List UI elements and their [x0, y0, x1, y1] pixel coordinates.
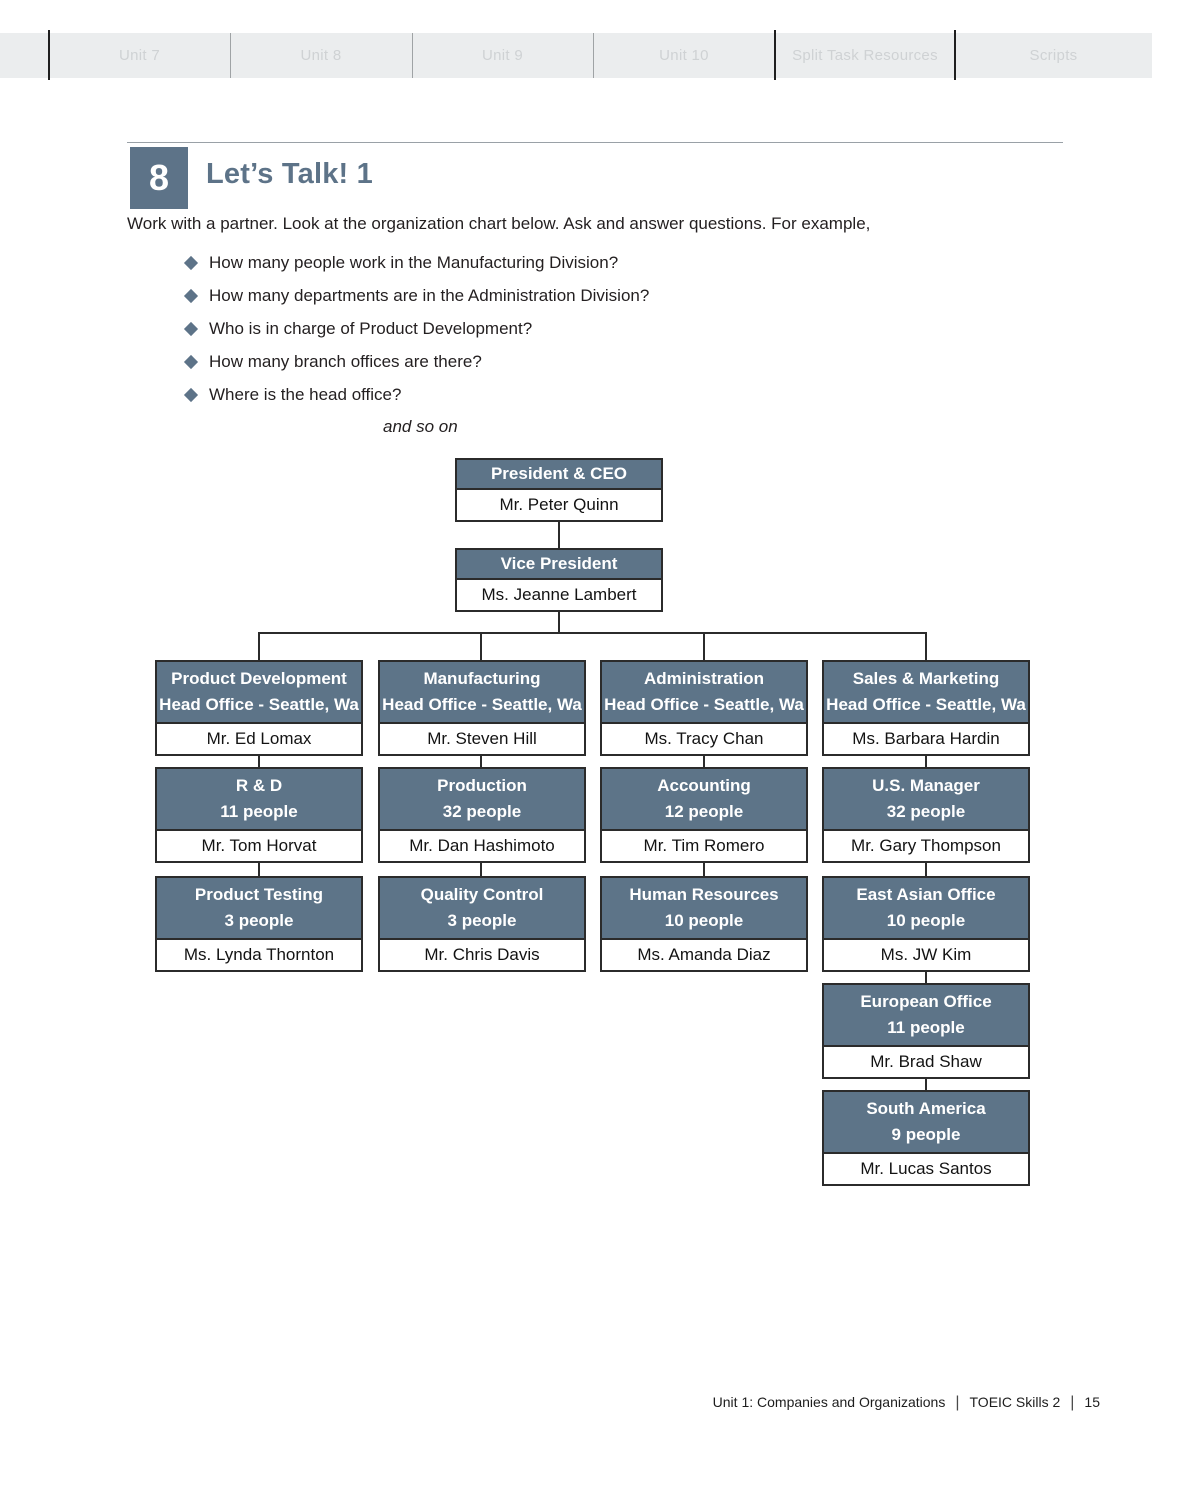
org-box-header	[824, 878, 1028, 940]
org-box-header	[602, 878, 806, 940]
org-box-subtitle: Head Office - Seattle, Wa	[604, 695, 804, 714]
diamond-bullet-icon	[184, 256, 198, 270]
org-box-title: R & D	[235, 776, 283, 795]
org-box-subtitle: 32 people	[886, 802, 966, 821]
footer-book-label: TOEIC Skills 2	[969, 1394, 1061, 1410]
tab-divider	[774, 30, 776, 80]
org-box-name: Mr. Gary Thompson	[824, 831, 1028, 861]
question-item	[186, 384, 401, 406]
org-box-name: Mr. Peter Quinn	[457, 490, 661, 520]
question-item	[186, 285, 649, 307]
footer-separator: |	[1070, 1394, 1075, 1411]
section-number-badge: 8	[130, 147, 188, 209]
org-box-title: U.S. Manager	[872, 776, 980, 795]
org-box-quality-control	[378, 876, 586, 972]
org-box-south-america	[822, 1090, 1030, 1186]
tab-unit-9[interactable]: Unit 9	[482, 47, 523, 64]
org-box-header	[157, 662, 361, 724]
org-box-r-and-d	[155, 767, 363, 863]
footer-page-number: 15	[1084, 1394, 1100, 1410]
question-text: Who is in charge of Product Development?	[209, 319, 533, 338]
question-text: Where is the head office?	[209, 385, 402, 404]
org-box-name: Mr. Dan Hashimoto	[380, 831, 584, 861]
org-box-header	[157, 878, 361, 940]
connector-line	[558, 610, 560, 632]
section-rule	[127, 142, 1063, 143]
org-box-header	[824, 985, 1028, 1047]
org-box-title: President & CEO	[457, 460, 661, 490]
org-box-name: Ms. JW Kim	[824, 940, 1028, 970]
intro-text: Work with a partner. Look at the organization chart below. Ask and answer questions. For example,	[127, 214, 871, 233]
connector-line	[703, 756, 705, 767]
connector-line	[925, 863, 927, 876]
org-box-vice-president	[455, 548, 663, 612]
connector-line	[480, 863, 482, 876]
org-box-name: Ms. Amanda Diaz	[602, 940, 806, 970]
connector-line	[558, 520, 560, 548]
footer-separator: |	[955, 1394, 960, 1411]
org-box-name: Ms. Lynda Thornton	[157, 940, 361, 970]
org-box-european-office	[822, 983, 1030, 1079]
connector-line	[925, 972, 927, 983]
org-box-title: Product Development	[171, 669, 347, 688]
org-box-header	[824, 662, 1028, 724]
diamond-bullet-icon	[184, 289, 198, 303]
org-box-administration	[600, 660, 808, 756]
org-box-subtitle: 10 people	[886, 911, 966, 930]
org-box-name: Ms. Barbara Hardin	[824, 724, 1028, 754]
connector-line	[480, 756, 482, 767]
tab-divider	[48, 30, 50, 80]
tab-unit-10[interactable]: Unit 10	[659, 47, 709, 64]
org-box-subtitle: Head Office - Seattle, Wa	[159, 695, 359, 714]
org-box-subtitle: 3 people	[447, 911, 517, 930]
org-box-header	[824, 1092, 1028, 1154]
footer-unit-label: Unit 1: Companies and Organizations	[712, 1394, 946, 1410]
org-box-name: Ms. Jeanne Lambert	[457, 580, 661, 610]
question-text: How many departments are in the Administration Division?	[209, 286, 650, 305]
diamond-bullet-icon	[184, 388, 198, 402]
org-box-header	[380, 662, 584, 724]
org-box-title: Production	[437, 776, 527, 795]
org-box-header	[824, 769, 1028, 831]
org-box-name: Mr. Lucas Santos	[824, 1154, 1028, 1184]
org-box-manufacturing	[378, 660, 586, 756]
org-box-name: Mr. Ed Lomax	[157, 724, 361, 754]
question-item	[186, 351, 482, 373]
org-box-title: Human Resources	[629, 885, 779, 904]
connector-line	[925, 632, 927, 660]
org-box-production	[378, 767, 586, 863]
and-so-on-text: and so on	[383, 417, 458, 436]
org-box-subtitle: Head Office - Seattle, Wa	[382, 695, 582, 714]
org-box-subtitle: 10 people	[664, 911, 744, 930]
org-box-title: Vice President	[457, 550, 661, 580]
connector-line	[925, 1079, 927, 1090]
diamond-bullet-icon	[184, 355, 198, 369]
connector-line	[703, 632, 705, 660]
org-box-accounting	[600, 767, 808, 863]
org-box-title: Sales & Marketing	[852, 669, 1000, 688]
org-box-header	[380, 769, 584, 831]
org-box-subtitle: 11 people	[887, 1018, 965, 1037]
org-box-subtitle: Head Office - Seattle, Wa	[826, 695, 1026, 714]
section-title: Let’s Talk! 1	[206, 158, 373, 190]
connector-line	[703, 863, 705, 876]
tab-scripts[interactable]: Scripts	[1029, 47, 1078, 64]
connector-line	[480, 632, 482, 660]
tab-divider	[593, 33, 594, 78]
tab-divider	[230, 33, 231, 78]
org-box-subtitle: 3 people	[224, 911, 294, 930]
org-box-header	[380, 878, 584, 940]
org-box-human-resources	[600, 876, 808, 972]
org-box-name: Mr. Tom Horvat	[157, 831, 361, 861]
org-box-product-development	[155, 660, 363, 756]
org-box-title: Quality Control	[420, 885, 544, 904]
org-box-header	[602, 769, 806, 831]
org-box-subtitle: 12 people	[664, 802, 744, 821]
org-box-title: European Office	[860, 992, 992, 1011]
org-box-east-asian-office	[822, 876, 1030, 972]
unit-tab-bar	[0, 33, 1152, 78]
org-box-subtitle: 11 people	[220, 802, 298, 821]
question-text: How many people work in the Manufacturing Division?	[209, 253, 619, 272]
tab-spacer	[0, 33, 49, 78]
org-box-name: Ms. Tracy Chan	[602, 724, 806, 754]
tab-unit-8[interactable]: Unit 8	[300, 47, 342, 64]
org-box-product-testing	[155, 876, 363, 972]
tab-unit-7[interactable]: Unit 7	[119, 47, 160, 64]
org-box-header	[157, 769, 361, 831]
org-box-name: Mr. Tim Romero	[602, 831, 806, 861]
tab-divider	[954, 30, 956, 80]
org-box-name: Mr. Chris Davis	[380, 940, 584, 970]
connector-line	[258, 756, 260, 767]
org-box-title: Accounting	[657, 776, 751, 795]
tab-split-task-resources[interactable]: Split Task Resources	[792, 47, 938, 64]
org-box-title: East Asian Office	[856, 885, 996, 904]
tab-divider	[412, 33, 413, 78]
connector-rail	[258, 632, 927, 634]
question-item	[186, 318, 532, 340]
org-box-title: Manufacturing	[423, 669, 541, 688]
org-box-sales-marketing	[822, 660, 1030, 756]
org-box-title: Product Testing	[194, 885, 324, 904]
org-box-subtitle: 32 people	[442, 802, 522, 821]
org-box-us-manager	[822, 767, 1030, 863]
org-box-president-ceo	[455, 458, 663, 522]
question-item	[186, 252, 618, 274]
question-text: How many branch offices are there?	[209, 352, 482, 371]
connector-line	[925, 756, 927, 767]
org-box-name: Mr. Steven Hill	[380, 724, 584, 754]
org-box-header	[602, 662, 806, 724]
org-box-title: Administration	[644, 669, 764, 688]
org-box-title: South America	[866, 1099, 986, 1118]
org-box-name: Mr. Brad Shaw	[824, 1047, 1028, 1077]
org-box-subtitle: 9 people	[891, 1125, 961, 1144]
page-footer	[500, 1394, 1100, 1412]
connector-line	[258, 863, 260, 876]
diamond-bullet-icon	[184, 322, 198, 336]
connector-line	[258, 632, 260, 660]
